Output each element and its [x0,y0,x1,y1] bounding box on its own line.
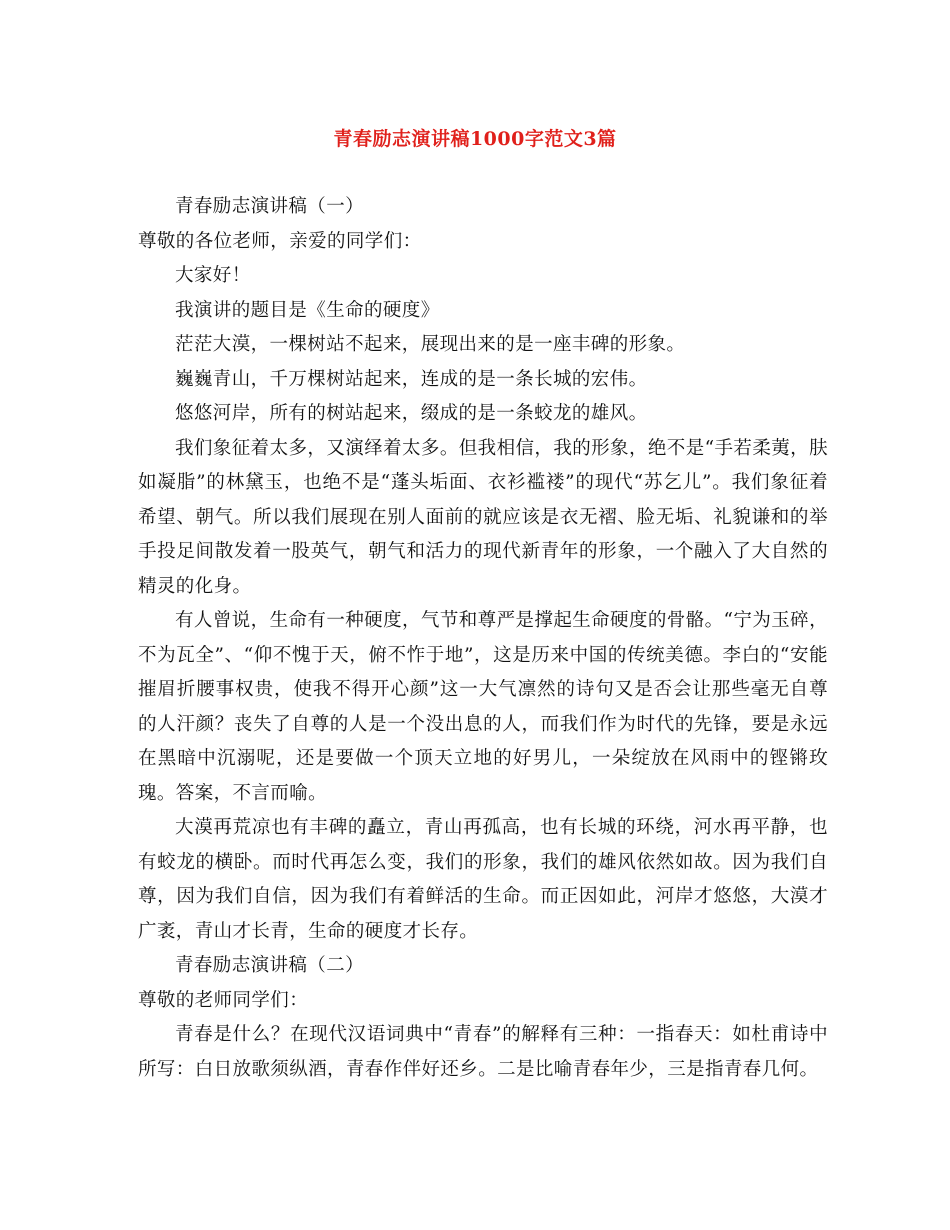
document-title: 青春励志演讲稿1000字范文3篇 [333,128,617,150]
salutation: 尊敬的各位老师，亲爱的同学们： [138,230,422,252]
document-body [138,190,828,1087]
salutation: 尊敬的老师同学们： [138,989,309,1011]
section-heading-1: 青春励志演讲稿（一） [175,196,365,217]
section-heading-2: 青春励志演讲稿（二） [175,955,365,976]
paragraph: 有人曾说，生命有一种硬度，气节和尊严是撑起生命硬度的骨骼。“宁为玉碎，不为瓦全”、“仰不愧于天，俯不怍于地”，这是历来中国的传统美德。李白的“安能摧眉折腰事权贵，使我不得开心颜”这一大气凛然的诗句又是否会让那些毫无自尊的人汗颜？丧失了自尊的人是一个没出息的人，而我们作为时代的先锋，要是永远在黑暗中沉溺呢，还是要做一个顶天立地的好男儿，一朵绽放在风雨中的铿锵玫瑰。答案，不言而喻。 [138,610,828,804]
paragraph: 青春是什么？在现代汉语词典中“青春”的解释有三种：一指春天：如杜甫诗中所写：白日放歌须纵酒，青春作伴好还乡。二是比喻青春年少，三是指青春几何。 [138,1024,828,1080]
paragraph: 悠悠河岸，所有的树站起来，缀成的是一条蛟龙的雄风。 [175,403,648,424]
paragraph: 大漠再荒凉也有丰碑的矗立，青山再孤高，也有长城的环绕，河水再平静，也有蛟龙的横卧。而时代再怎么变，我们的形象，我们的雄风依然如故。因为我们自尊，因为我们自信，因为我们有着鲜活的生命。而正因如此，河岸才悠悠，大漠才广袤，青山才长青，生命的硬度才长存。 [138,817,828,942]
greeting: 大家好！ [175,265,251,286]
paragraph: 巍巍青山，千万棵树站起来，连成的是一条长城的宏伟。 [175,368,648,390]
paragraph: 我们象征着太多，又演绎着太多。但我相信，我的形象，绝不是“手若柔荑，肤如凝脂”的林黛玉，也绝不是“蓬头垢面、衣衫褴褛”的现代“苏乞儿”。我们象征着希望、朝气。所以我们展现在别人面前的就应该是衣无褶、脸无垢、礼貌谦和的举手投足间散发着一股英气，朝气和活力的现代新青年的形象，一个融入了大自然的精灵的化身。 [138,437,828,597]
speech-topic: 我演讲的题目是《生命的硬度》 [175,299,440,321]
paragraph: 茫茫大漠，一棵树站不起来，展现出来的是一座丰碑的形象。 [175,334,686,355]
